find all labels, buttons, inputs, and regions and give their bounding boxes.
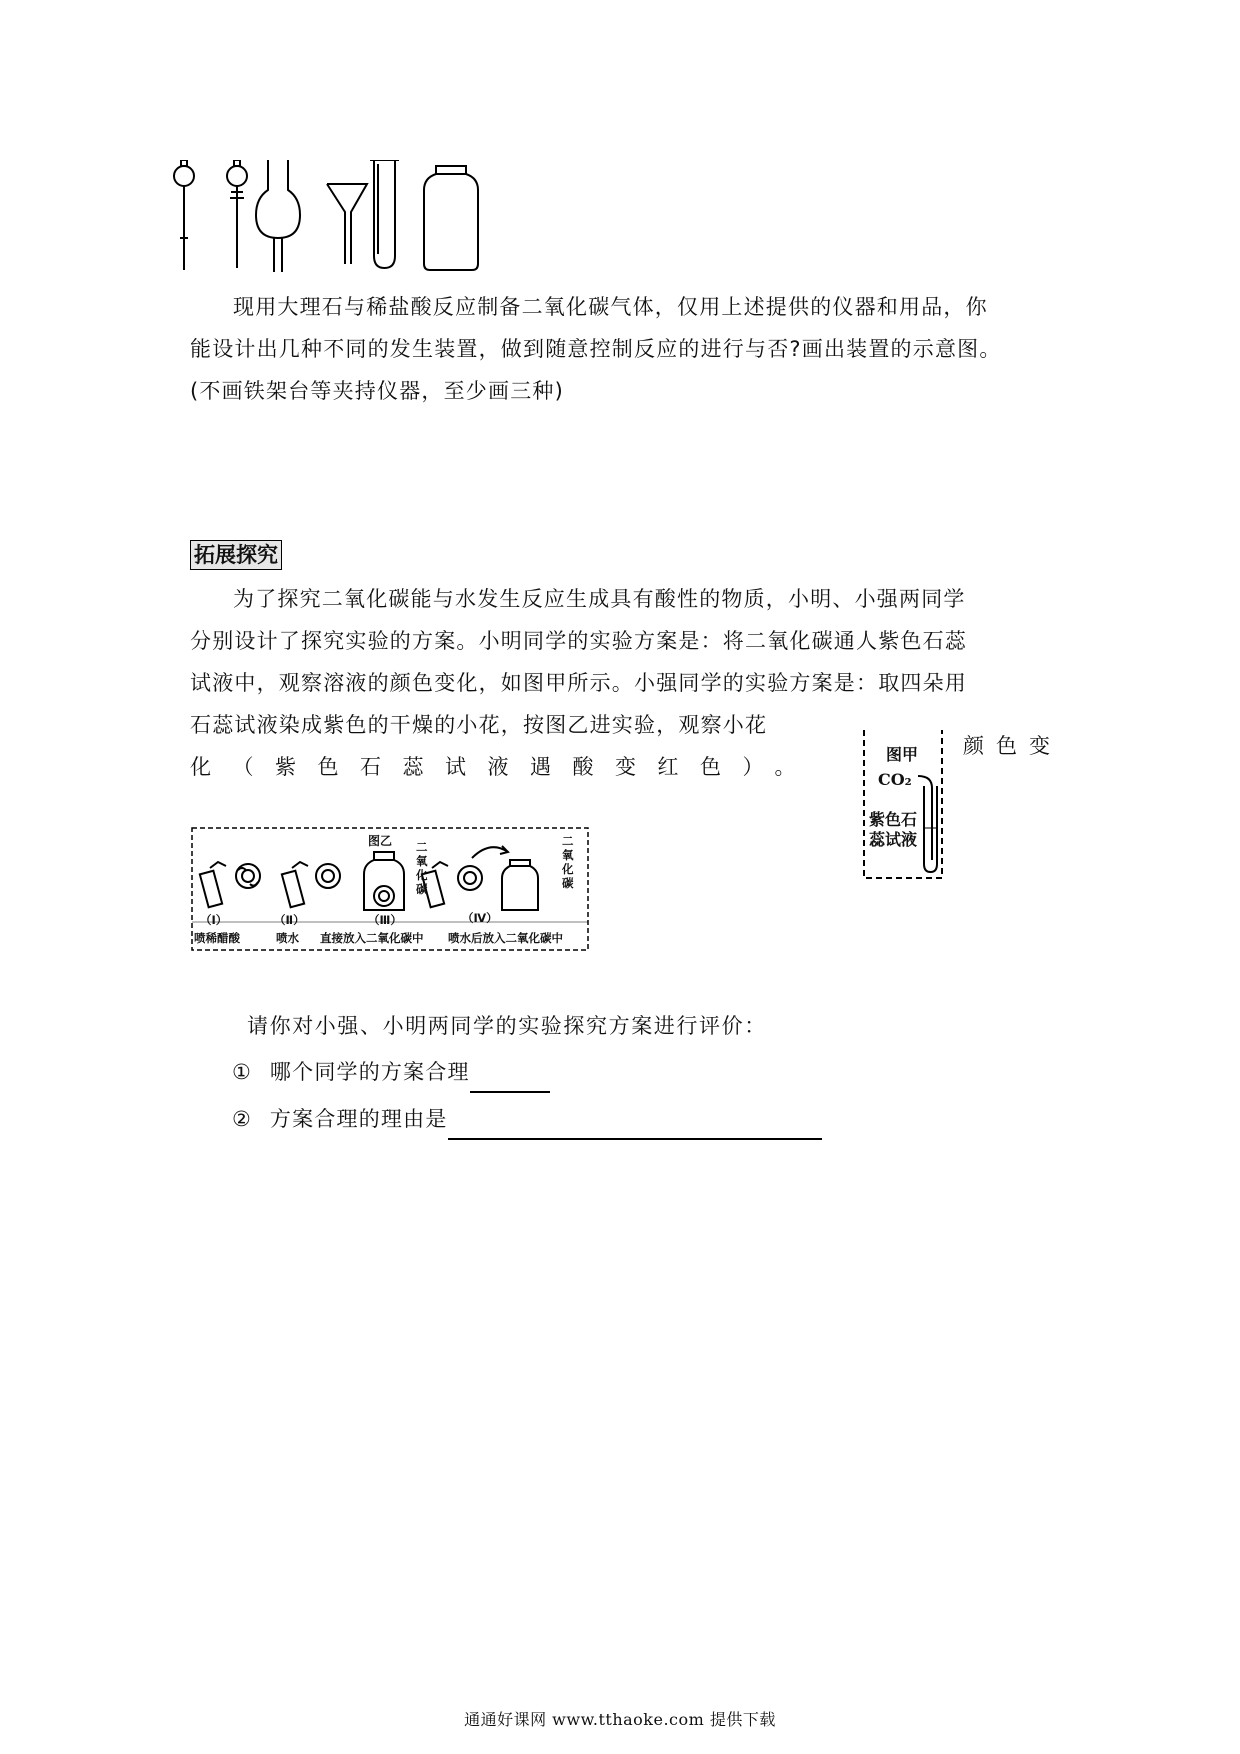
problem-line-3: (不画铁架台等夹持仪器，至少画三种) bbox=[190, 379, 564, 403]
step-4-number: （Ⅳ） bbox=[462, 911, 498, 925]
sprayer-icon bbox=[282, 862, 308, 907]
step-3-caption: 直接放入二氧化碳中 bbox=[320, 931, 424, 945]
flower-icon bbox=[236, 864, 260, 888]
question-1-answer-blank[interactable] bbox=[470, 1067, 550, 1093]
funnel-icon bbox=[327, 184, 367, 264]
question-2 bbox=[232, 1098, 822, 1140]
questions-intro: 请你对小强、小明两同学的实验探究方案进行评价： bbox=[247, 1014, 767, 1038]
figure-jia-title: 图甲 bbox=[886, 745, 919, 764]
figure-jia bbox=[862, 728, 944, 880]
problem-line-2: 能设计出几种不同的发生装置，做到随意控制反应的进行与否?画出装置的示意图。 bbox=[190, 337, 1002, 361]
section-line-1: 为了探究二氧化碳能与水发生反应生成具有酸性的物质，小明、小强两同学 bbox=[233, 587, 966, 611]
step-1-caption: 喷稀醋酸 bbox=[194, 931, 240, 945]
page-footer: 通通好课网 www.tthaoke.com 提供下载 bbox=[464, 1710, 776, 1729]
wide-mouth-bottle-icon bbox=[424, 166, 478, 270]
flower-icon bbox=[316, 864, 340, 888]
figure-yi bbox=[190, 826, 590, 952]
question-1-marker: ① bbox=[232, 1060, 253, 1084]
figure-yi-gas-label-4: 二氧化碳 bbox=[562, 834, 574, 890]
figure-jia-liquid-line-1: 紫色石 bbox=[869, 810, 918, 829]
figure-jia-liquid-label bbox=[869, 810, 917, 850]
lab-apparatus-illustration bbox=[170, 160, 550, 275]
section-title: 拓展探究 bbox=[190, 540, 282, 570]
figure-jia-gas-label: CO₂ bbox=[878, 770, 912, 789]
step-1-number: （Ⅰ） bbox=[200, 913, 228, 927]
section-line-2: 分别设计了探究实验的方案。小明同学的实验方案是：将二氧化碳通人紫色石蕊 bbox=[190, 629, 967, 653]
section-line-3: 试液中，观察溶液的颜色变化，如图甲所示。小强同学的实验方案是：取四朵用 bbox=[190, 671, 967, 695]
flower-icon bbox=[374, 886, 394, 906]
flask-icon bbox=[256, 160, 300, 272]
figure-jia-liquid-line-2: 蕊试液 bbox=[869, 830, 918, 849]
question-1 bbox=[232, 1051, 550, 1093]
figure-yi-gas-label-3: 二氧化碳 bbox=[416, 840, 428, 896]
step-2-caption: 喷水 bbox=[276, 931, 299, 945]
separatory-funnel-long-icon bbox=[174, 160, 194, 270]
step-2-number: （Ⅱ） bbox=[274, 913, 305, 927]
problem-line-1: 现用大理石与稀盐酸反应制备二氧化碳气体，仅用上述提供的仪器和用品，你 bbox=[233, 295, 988, 319]
dropping-funnel-icon bbox=[227, 160, 247, 268]
flower-icon bbox=[458, 866, 482, 890]
step-4-caption: 喷水后放入二氧化碳中 bbox=[448, 931, 563, 945]
problem-paragraph bbox=[190, 286, 1002, 412]
question-2-text: 方案合理的理由是 bbox=[269, 1107, 448, 1131]
section-line-4-tail: 颜色变 bbox=[963, 734, 1062, 758]
section-line-4: 石蕊试液染成紫色的干燥的小花，按图乙进实验，观察小花 bbox=[190, 713, 768, 737]
figure-yi-title: 图乙 bbox=[368, 834, 393, 848]
section-line-5: 化（紫色石蕊试液遇酸变红色）。 bbox=[190, 755, 817, 779]
test-tube-icon bbox=[370, 160, 399, 268]
section-paragraph bbox=[190, 578, 967, 788]
question-1-text: 哪个同学的方案合理 bbox=[269, 1060, 470, 1084]
question-2-marker: ② bbox=[232, 1107, 253, 1131]
gas-bottle-icon bbox=[502, 860, 538, 910]
sprayer-icon bbox=[200, 862, 226, 907]
question-2-answer-blank[interactable] bbox=[448, 1114, 822, 1140]
step-3-number: （Ⅲ） bbox=[368, 913, 402, 927]
